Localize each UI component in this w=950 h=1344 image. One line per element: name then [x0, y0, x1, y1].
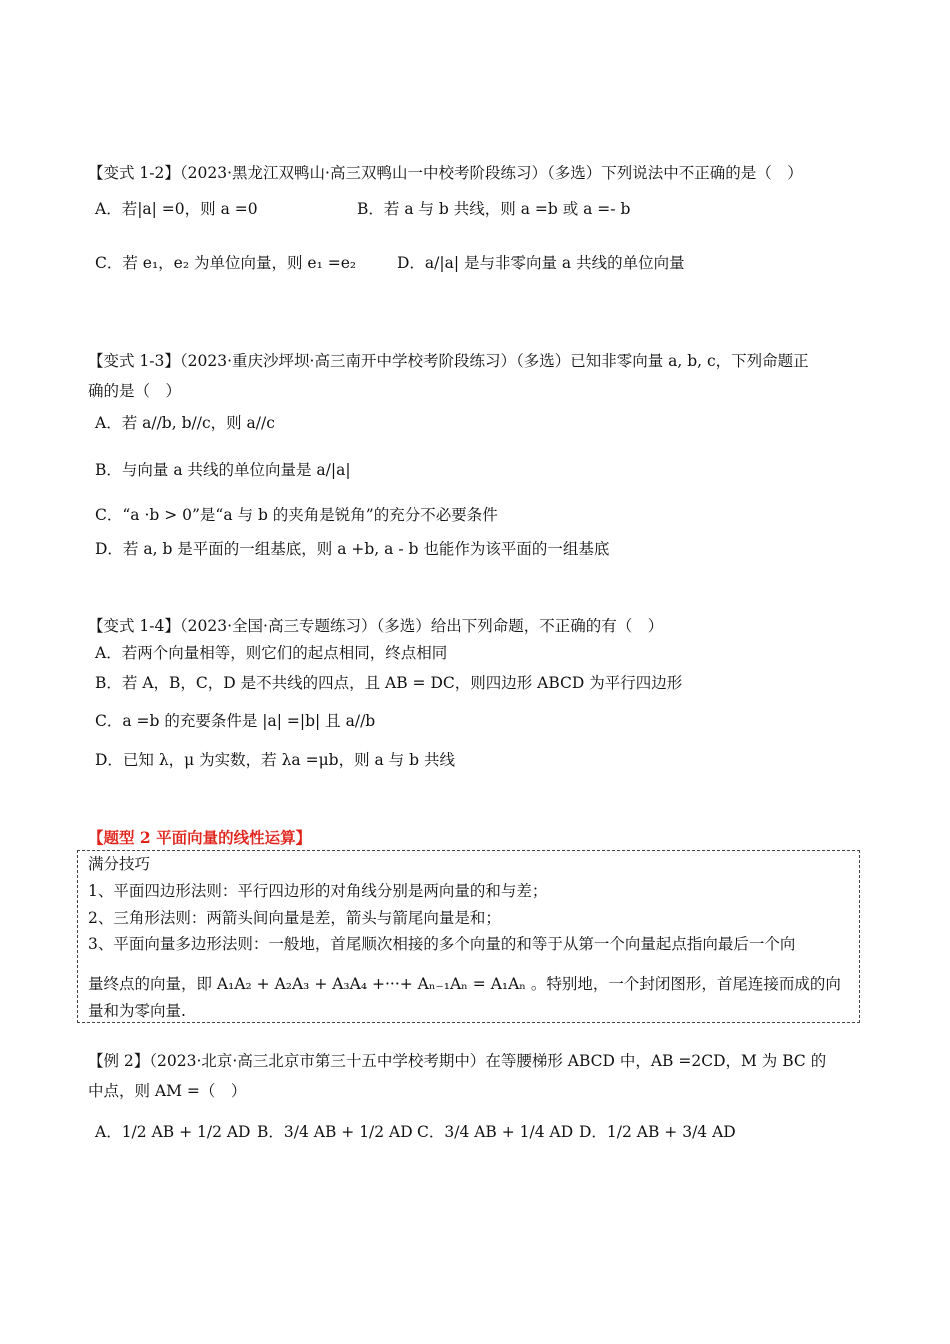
- tips-line-5: 量和为零向量.: [88, 1002, 186, 1020]
- question-title-1-4: 【变式 1-4】（2023·全国·高三专题练习）（多选）给出下列命题，不正确的有（ ）: [88, 617, 664, 635]
- option-b-1-3: B．与向量 a 共线的单位向量是 a/|a|: [95, 461, 351, 479]
- question-title-1-2: 【变式 1-2】（2023·黑龙江双鸭山·高三双鸭山一中校考阶段练习）（多选）下列说法中不正确的是（ ）: [88, 164, 803, 182]
- tips-line-2: 2、三角形法则：两箭头间向量是差，箭头与箭尾向量是和；: [88, 909, 501, 927]
- tips-line-3: 3、平面向量多边形法则：一般地，首尾顺次相接的多个向量的和等于从第一个向量起点指向最后一个向: [88, 935, 796, 953]
- example-title: 【例 2】（2023·北京·高三北京市第三十五中学校考期中）在等腰梯形 ABCD 中，AB =2CD，M 为 BC 的: [88, 1052, 827, 1070]
- option-b-1-2: B．若 a 与 b 共线，则 a =b 或 a =- b: [357, 200, 631, 218]
- tips-line-4: 量终点的向量，即 A₁A₂ + A₂A₃ + A₃A₄ +···+ Aₙ₋₁Aₙ = A₁Aₙ 。特别地，一个封闭图形，首尾连接而成的向: [88, 975, 841, 993]
- option-c-1-2: C．若 e₁，e₂ 为单位向量，则 e₁ =e₂: [95, 254, 357, 272]
- example-option-c: C．3/4 AB + 1/4 AD: [417, 1123, 574, 1141]
- option-c-1-4: C．a =b 的充要条件是 |a| =|b| 且 a//b: [95, 712, 376, 730]
- example-option-d: D．1/2 AB + 3/4 AD: [579, 1123, 736, 1141]
- option-d-1-3: D．若 a, b 是平面的一组基底，则 a +b, a - b 也能作为该平面的一组基底: [95, 540, 610, 558]
- option-d-1-2: D．a/|a| 是与非零向量 a 共线的单位向量: [397, 254, 685, 272]
- question-title-1-3-cont: 确的是（ ）: [88, 382, 182, 400]
- tips-title: 满分技巧: [88, 855, 151, 873]
- tips-box: [77, 850, 860, 1023]
- example-option-b: B．3/4 AB + 1/2 AD: [257, 1123, 413, 1141]
- option-a-1-2: A．若|a| =0，则 a =0: [95, 200, 258, 218]
- option-b-1-4: B．若 A，B，C，D 是不共线的四点，且 AB = DC，则四边形 ABCD 为平行四边形: [95, 674, 683, 692]
- question-title-1-3: 【变式 1-3】（2023·重庆沙坪坝·高三南开中学校考阶段练习）（多选）已知非零向量 a, b, c，下列命题正: [88, 352, 809, 370]
- example-option-a: A．1/2 AB + 1/2 AD: [95, 1123, 251, 1141]
- option-d-1-4: D．已知 λ，μ 为实数，若 λa =μb，则 a 与 b 共线: [95, 751, 455, 769]
- example-title-cont: 中点，则 AM =（ ）: [88, 1082, 247, 1100]
- option-c-1-3: C．“a ·b > 0”是“a 与 b 的夹角是锐角”的充分不必要条件: [95, 506, 498, 524]
- section-heading: 【题型 2 平面向量的线性运算】: [88, 828, 312, 847]
- option-a-1-3: A．若 a//b, b//c，则 a//c: [95, 414, 275, 432]
- tips-line-1: 1、平面四边形法则：平行四边形的对角线分别是两向量的和与差；: [88, 882, 548, 900]
- option-a-1-4: A．若两个向量相等，则它们的起点相同，终点相同: [95, 644, 448, 662]
